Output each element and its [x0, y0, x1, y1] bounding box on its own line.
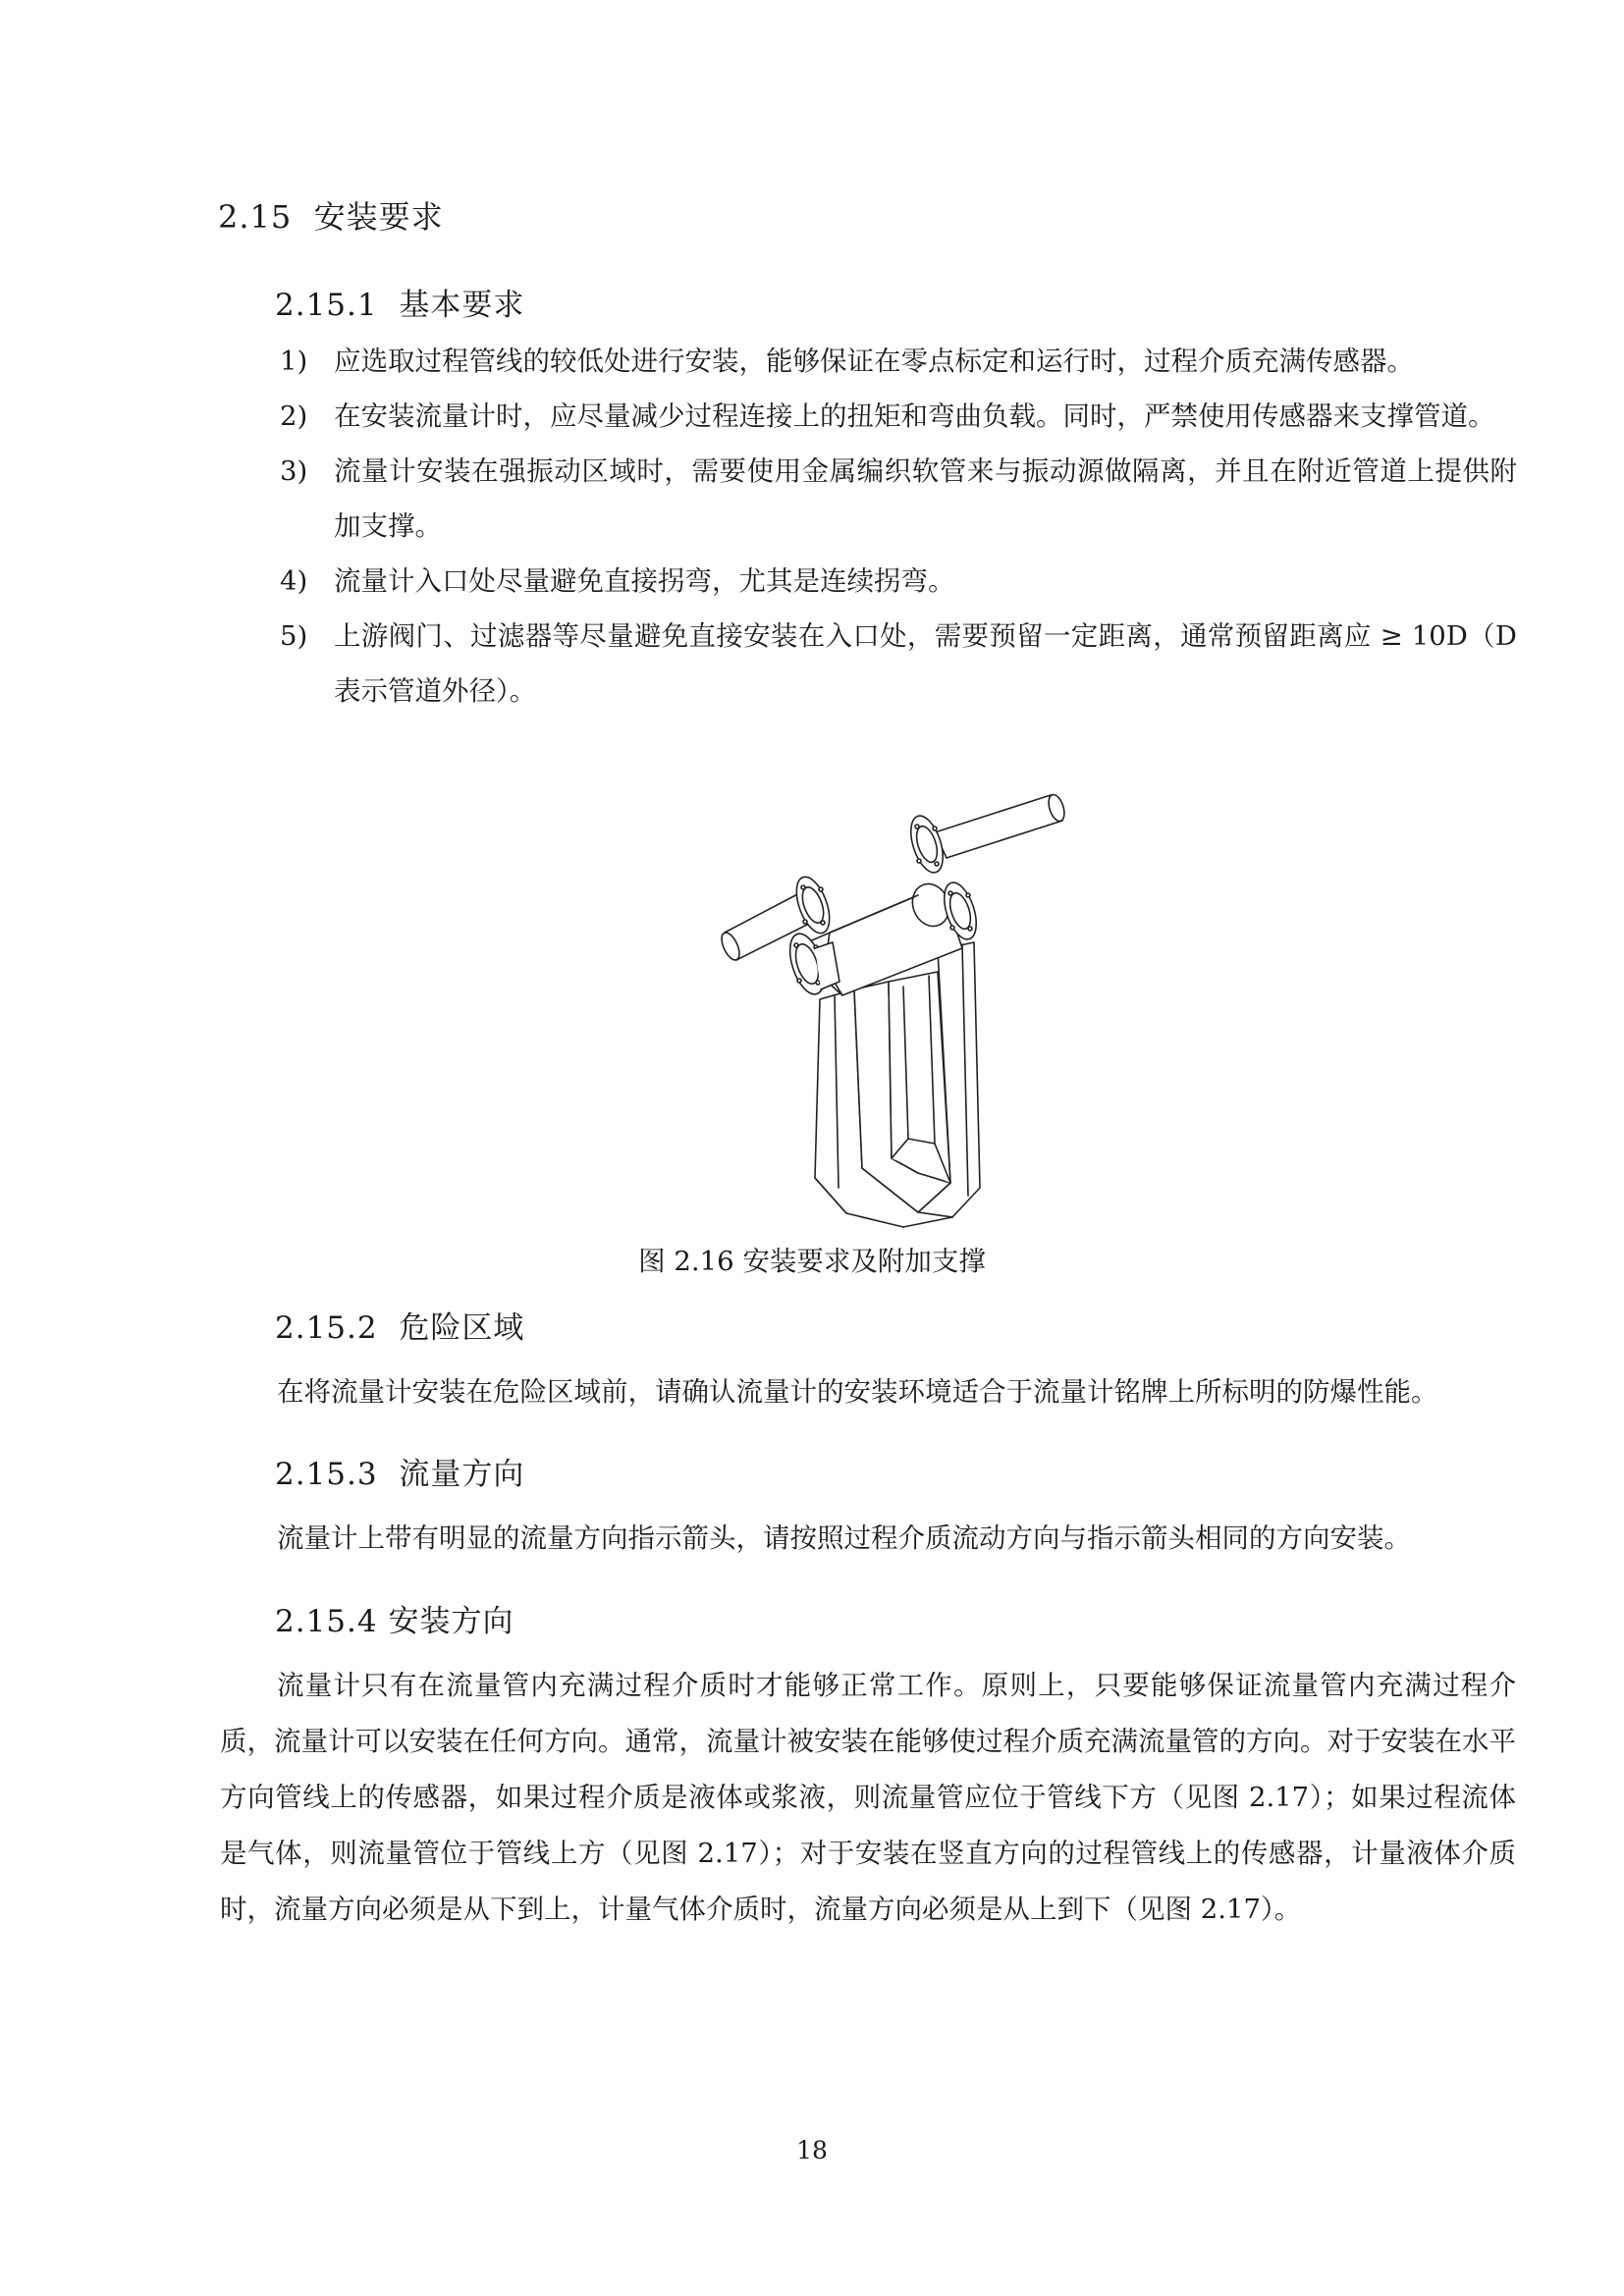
list-item — [280, 334, 1517, 389]
upper-pipe — [904, 793, 1067, 877]
subsection-number: 2.15.1 — [275, 288, 378, 323]
paragraph-orientation: 流量计只有在流量管内充满过程介质时才能够正常工作。原则上，只要能够保证流量管内充满过程介质，流量计可以安装在任何方向。通常，流量计被安装在能够使过程介质充满流量管的方向。对于安装在水平方向管线上的传感器，如果过程介质是液体或浆液，则流量管应位于管线下方（见图 2.17）；如果过程流体是气体，则流量管位于管线上方（见图 2.17）；对于安装在竖直方向的过程管线上的传感器，计量液体介质时，流量方向必须是从下到上，计量气体介质时，流量方向必须是从上到下（见图 2.17）。 — [220, 1670, 1516, 1925]
subsection-title: 安装方向 — [388, 1604, 514, 1639]
subsection-heading-orientation — [275, 1596, 514, 1640]
paragraph-hazard: 在将流量计安装在危险区域前，请确认流量计的安装环境适合于流量计铭牌上所标明的防爆性能。 — [277, 1376, 1438, 1408]
subsection-heading-flow-direction — [275, 1449, 524, 1493]
section-title: 安装要求 — [313, 198, 444, 236]
list-item-number: 5) — [280, 620, 308, 652]
subsection-number: 2.15.3 — [275, 1457, 378, 1492]
list-item-text: 流量计安装在强振动区域时，需要使用金属编织软管来与振动源做隔离，并且在附近管道上提供附加支撑。 — [334, 455, 1517, 542]
subsection-title: 危险区域 — [399, 1310, 525, 1346]
subsection-heading-basic — [275, 280, 524, 324]
section-number: 2.15 — [218, 198, 293, 236]
subsection-number: 2.15.4 — [275, 1604, 378, 1639]
list-item — [280, 554, 1517, 609]
list-item-text: 应选取过程管线的较低处进行安装，能够保证在零点标定和运行时，过程介质充满传感器。 — [334, 346, 1414, 377]
page-number: 18 — [796, 2136, 828, 2164]
requirements-list — [280, 334, 1517, 719]
list-item-text: 上游阀门、过滤器等尽量避免直接安装在入口处，需要预留一定距离，通常预留距离应 ≥ 10D（D 表示管道外径）。 — [334, 620, 1517, 707]
list-item-number: 1) — [280, 346, 308, 377]
paragraph-flow-direction: 流量计上带有明显的流量方向指示箭头，请按照过程介质流动方向与指示箭头相同的方向安装。 — [277, 1522, 1411, 1554]
subsection-heading-hazard — [275, 1303, 524, 1347]
list-item-number: 4) — [280, 565, 308, 597]
flowmeter-installation-figure — [717, 785, 1110, 1237]
list-item-number: 3) — [280, 455, 308, 487]
list-item — [280, 609, 1517, 719]
subsection-title: 流量方向 — [399, 1457, 525, 1492]
figure-caption: 图 2.16 安装要求及附加支撑 — [638, 1246, 986, 1277]
list-item-text: 流量计入口处尽量避免直接拐弯，尤其是连续拐弯。 — [334, 565, 955, 597]
list-item — [280, 389, 1517, 444]
list-item-text: 在安装流量计时，应尽量减少过程连接上的扭矩和弯曲负载。同时，严禁使用传感器来支撑管道。 — [334, 400, 1495, 432]
subsection-title: 基本要求 — [399, 288, 525, 323]
subsection-number: 2.15.2 — [275, 1310, 378, 1346]
list-item — [280, 444, 1517, 554]
list-item-number: 2) — [280, 400, 308, 432]
section-heading — [218, 192, 444, 238]
